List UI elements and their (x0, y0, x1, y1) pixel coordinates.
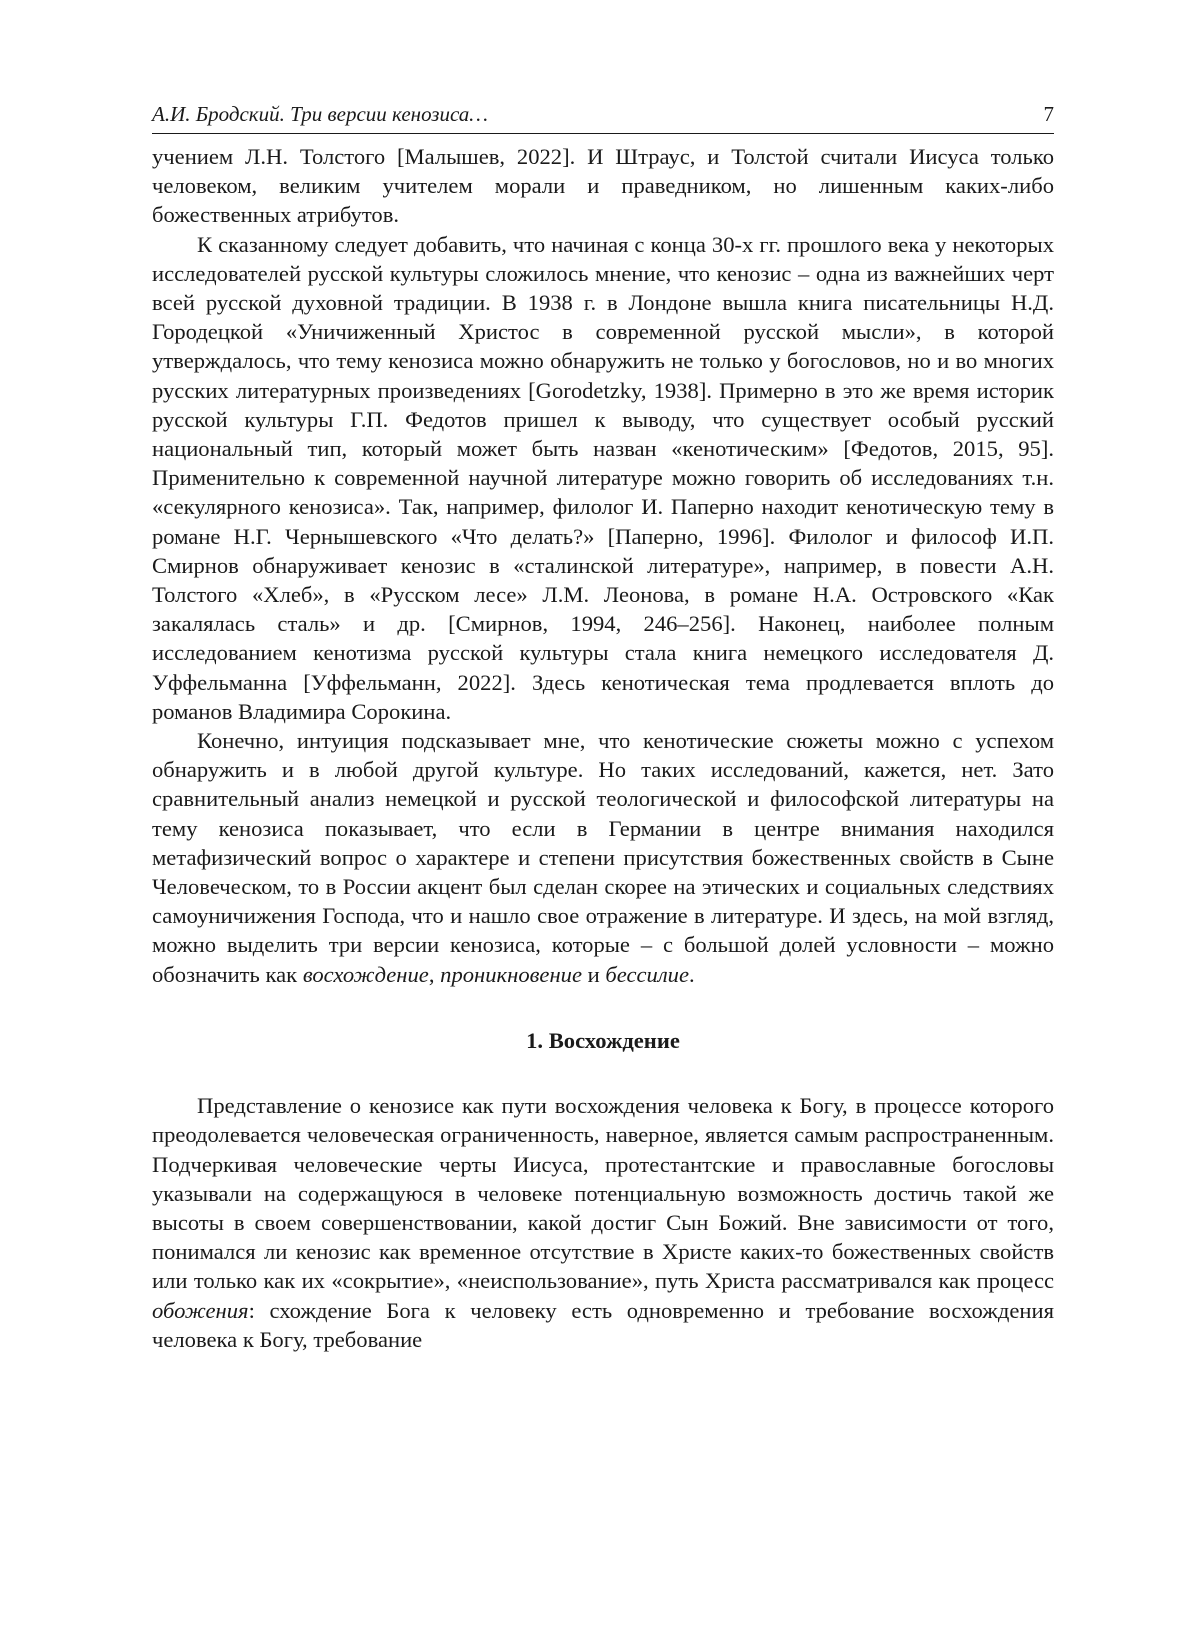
paragraph-1: учением Л.Н. Толстого [Малышев, 2022]. И Штраус, и Толстой считали Иисуса только человеком, великим учителем морали и праведником, но лишенным каких-либо божественных атрибутов. (152, 144, 1054, 228)
paragraph-4-end: : схождение Бога к человеку есть одновременно и требование восхождения человека к Богу, требование (152, 1297, 1054, 1352)
separator-1: , (428, 961, 441, 987)
paragraph-4 (152, 1091, 1054, 1354)
term-proniknovenie: проникновение (440, 961, 582, 987)
document-page (152, 100, 1054, 1354)
separator-2: и (581, 961, 606, 987)
body-text (152, 142, 1054, 1354)
section-heading: 1. Восхождение (526, 1027, 680, 1053)
paragraph-3-text: Конечно, интуиция подсказывает мне, что кенотические сюжеты можно с успехом обнаружить и в любой другой культуре. Но таких исследований, кажется, нет. Зато сравнительный анализ немецкой и русской теологической и философской литературы на тему кенозиса показывает, что если в Германии в центре внимания находился метафизический вопрос о характере и степени присутствия божественных свойств в Сыне Человеческом, то в России акцент был сделан скорее на этических и социальных следствиях самоуничижения Господа, что и нашло свое отражение в литературе. И здесь, на мой взгляд, можно выделить три версии кенозиса, которые – с большой долей условности – можно обозначить как (152, 728, 1054, 987)
term-bessilie: бессилие (605, 961, 689, 987)
paragraph-3-end: . (689, 961, 695, 987)
term-obozhenie: обожения (152, 1297, 249, 1323)
paragraph-4-text: Представление о кенозисе как пути восхождения человека к Богу, в процессе которого преодолевается человеческая ограниченность, наверное, является самым распространенным. Подчеркивая человеческие черты Иисуса, протестантские и православные богословы указывали на содержащуюся в человеке потенциальную возможность достичь такой же высоты в своем совершенствовании, какой достиг Сын Божий. Вне зависимости от того, понимался ли кенозис как временное отсутствие в Христе каких-то божественных свойств или только как их «сокрытие», «неиспользование», путь Христа рассматривался как процесс (152, 1093, 1054, 1294)
running-header (152, 100, 1054, 134)
page-number: 7 (1043, 102, 1054, 126)
paragraph-2: К сказанному следует добавить, что начиная с конца 30-х гг. прошлого века у некоторых исследователей русской культуры сложилось мнение, что кенозис – одна из важнейших черт всей русской духовной традиции. В 1938 г. в Лондоне вышла книга писательницы Н.Д. Городецкой «Уничиженный Христос в современной русской мысли», в которой утверждалось, что тему кенозиса можно обнаружить не только у богословов, но и во многих русских литературных произведениях [Gorodetzky, 1938]. Примерно в это же время историк русской культуры Г.П. Федотов пришел к выводу, что существует особый русский национальный тип, который может быть назван «кенотическим» [Федотов, 2015, 95]. Применительно к современной научной литературе можно говорить об исследованиях т.н. «секулярного кенозиса». Так, например, филолог И. Паперно находит кенотическую тему в романе Н.Г. Чернышевского «Что делать?» [Паперно, 1996]. Филолог и философ И.П. Смирнов обнаруживает кенозис в «сталинской литературе», например, в повести А.Н. Толстого «Хлеб», в «Русском лесе» Л.М. Леонова, в романе Н.А. Островского «Как закалялась сталь» и др. [Смирнов, 1994, 246–256]. Наконец, наиболее полным исследованием кенотизма русской культуры стала книга немецкого исследователя Д. Уффельманна [Уффельманн, 2022]. Здесь кенотическая тема продлевается вплоть до романов Владимира Сорокина. (152, 231, 1054, 724)
running-title: А.И. Бродский. Три версии кенозиса… (152, 102, 488, 126)
term-voskhozhdenie: восхождение (302, 961, 429, 987)
paragraph-3 (152, 726, 1054, 989)
